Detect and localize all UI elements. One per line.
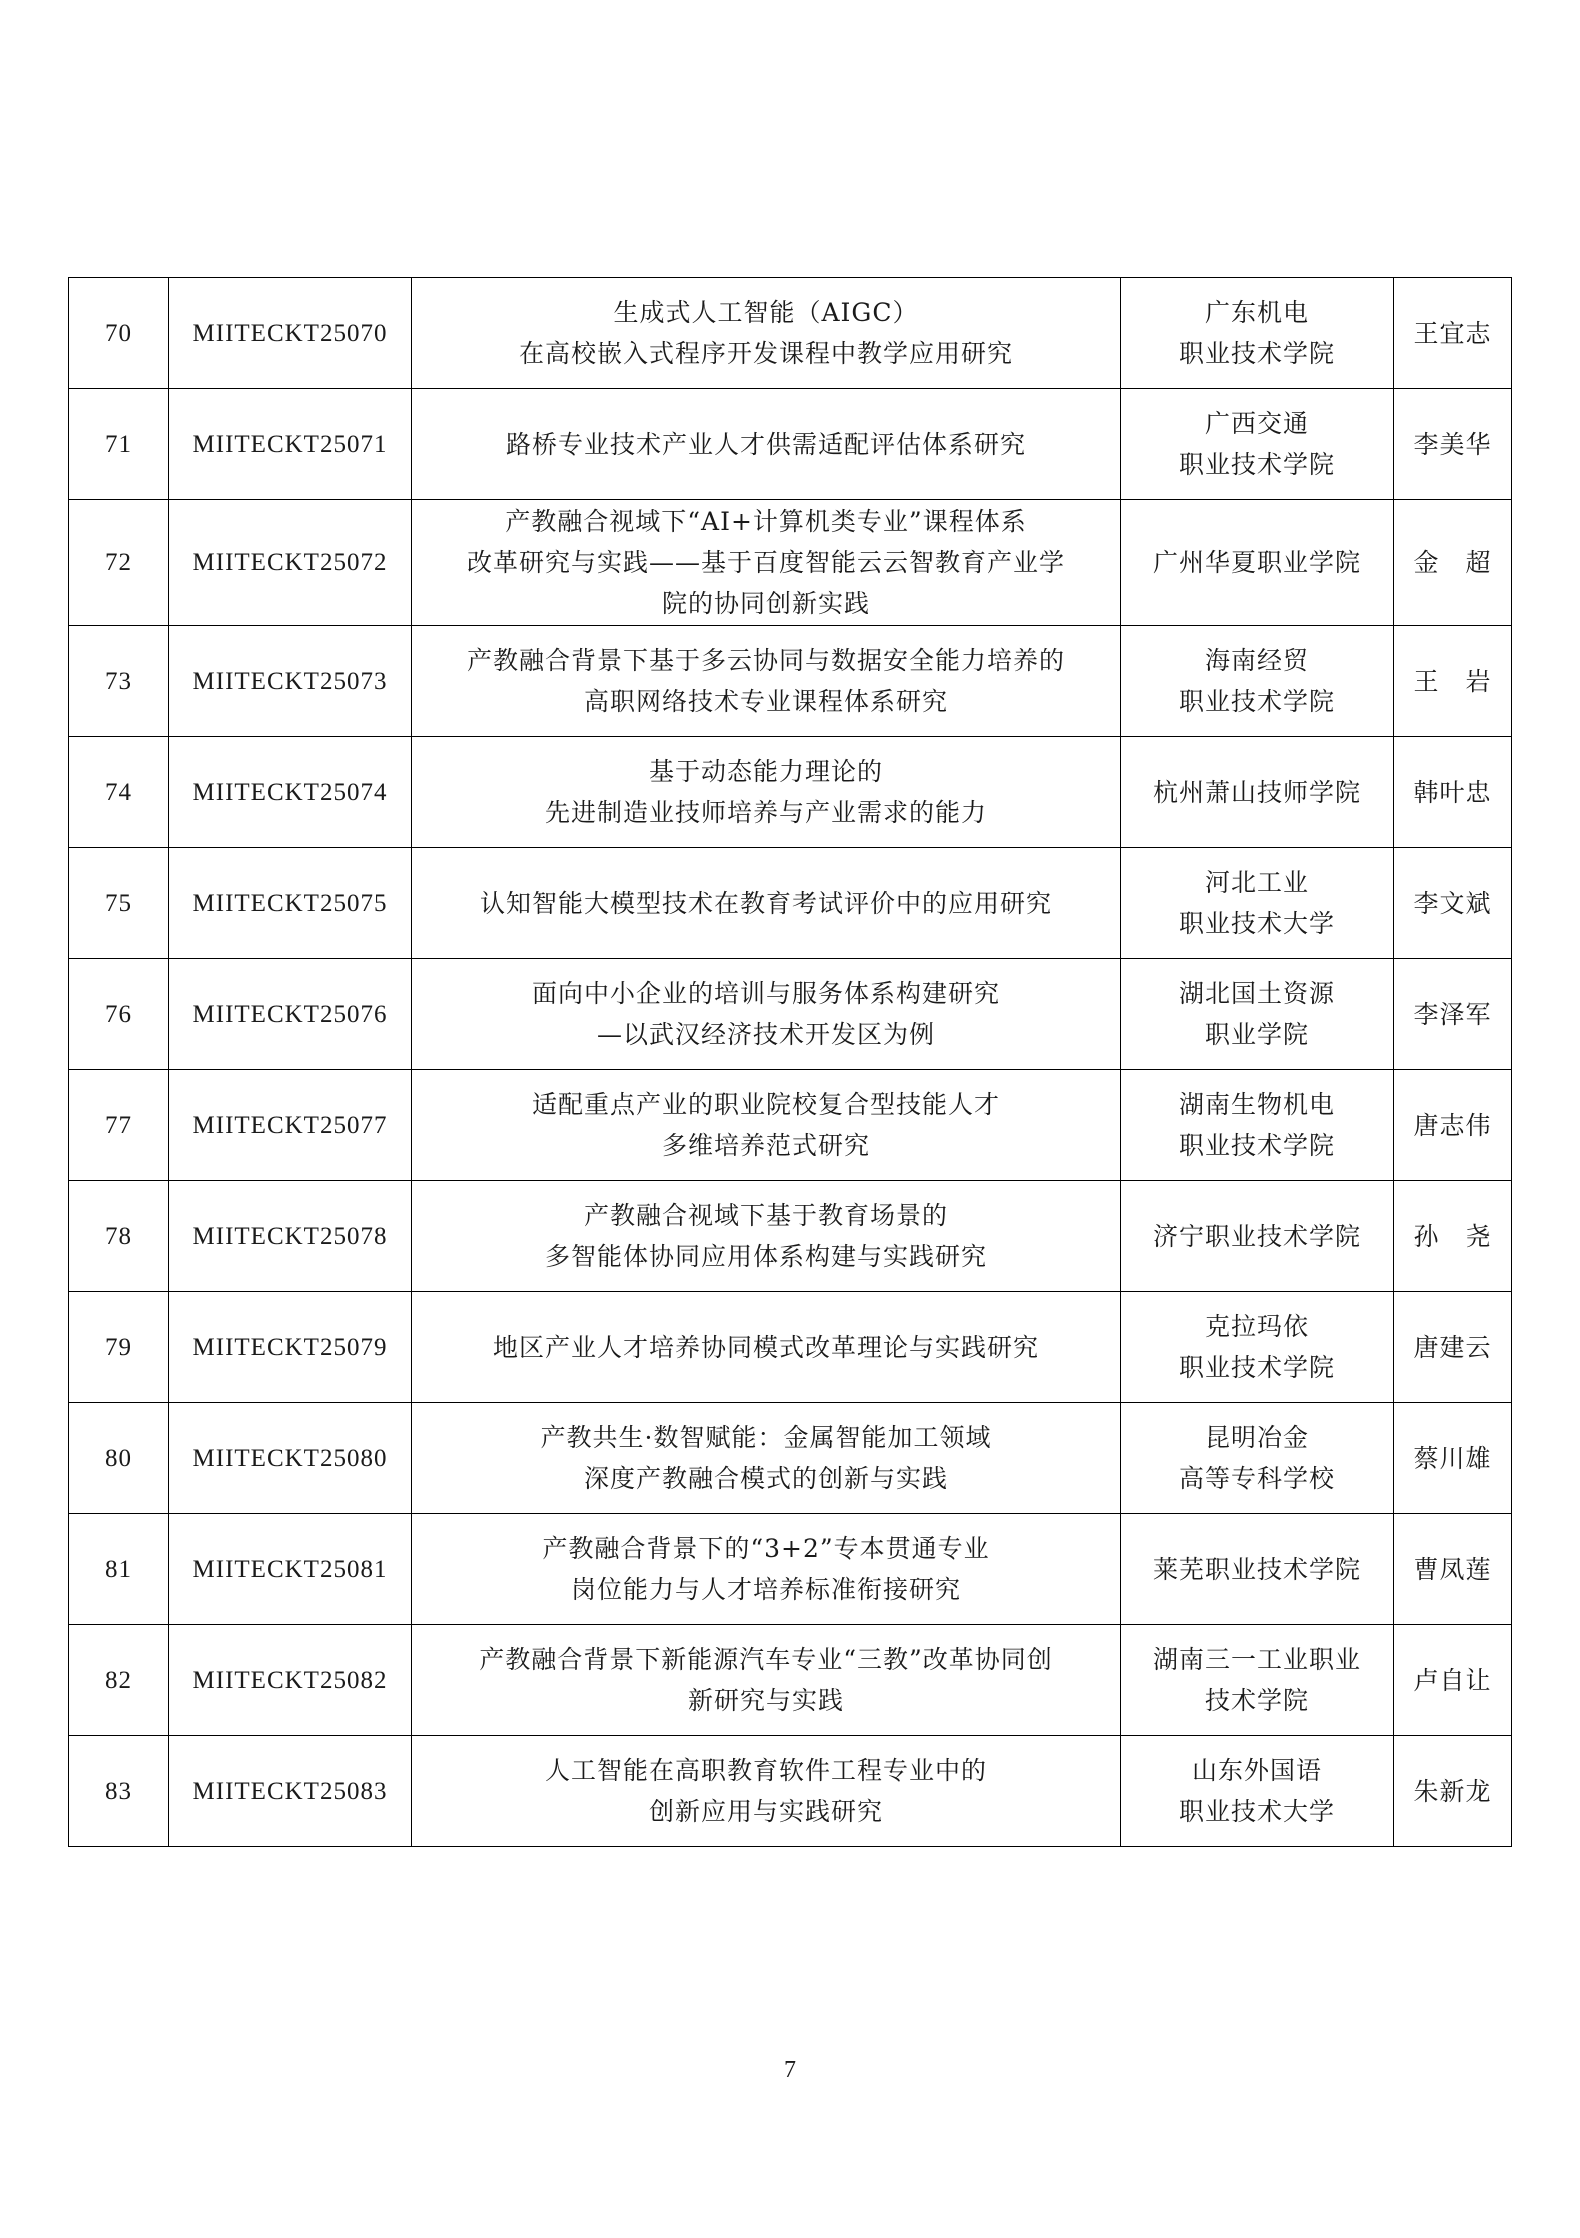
institution-line: 技术学院 (1204, 1686, 1309, 1715)
project-title-line: 认知智能大模型技术在教育考试评价中的应用研究 (479, 888, 1052, 918)
project-leader: 王宜志 (1394, 278, 1512, 389)
project-leader: 韩叶忠 (1394, 737, 1512, 848)
project-title-line: 适配重点产业的职业院校复合型技能人才 (531, 1090, 1000, 1119)
project-title-line: 人工智能在高职教育软件工程专业中的 (544, 1756, 987, 1785)
row-number: 79 (69, 1292, 169, 1403)
project-leader: 朱新龙 (1394, 1736, 1512, 1847)
project-leader: 李泽军 (1394, 959, 1512, 1070)
institution-line: 职业技术学院 (1178, 450, 1335, 479)
institution-line: 职业技术大学 (1178, 909, 1335, 938)
project-code: MIITECKT25076 (169, 959, 412, 1070)
institution-line: 济宁职业技术学院 (1152, 1221, 1361, 1251)
project-title (412, 1070, 1121, 1181)
project-title-line: 高职网络技术专业课程体系研究 (583, 687, 948, 716)
row-number: 80 (69, 1403, 169, 1514)
project-leader: 王 岩 (1394, 626, 1512, 737)
row-number: 74 (69, 737, 169, 848)
project-title-line: 多维培养范式研究 (661, 1131, 870, 1160)
row-number: 83 (69, 1736, 169, 1847)
project-title (412, 389, 1121, 500)
project-code: MIITECKT25081 (169, 1514, 412, 1625)
institution (1121, 848, 1394, 959)
institution (1121, 278, 1394, 389)
project-title (412, 1625, 1121, 1736)
project-title-line: 产教融合背景下的“3+2”专本贯通专业 (542, 1534, 990, 1563)
project-title (412, 959, 1121, 1070)
table-row (69, 959, 1512, 1070)
institution-line: 职业技术学院 (1178, 687, 1335, 716)
project-title (412, 1736, 1121, 1847)
table-row (69, 500, 1512, 626)
project-code: MIITECKT25071 (169, 389, 412, 500)
table-row (69, 278, 1512, 389)
project-title (412, 737, 1121, 848)
project-title (412, 278, 1121, 389)
institution-line: 昆明冶金 (1204, 1423, 1309, 1452)
project-title-line: 院的协同创新实践 (661, 589, 870, 618)
project-title-line: 产教融合视域下“AI+计算机类专业”课程体系 (505, 507, 1027, 536)
project-title-line: 基于动态能力理论的 (648, 757, 883, 786)
project-title-line: 改革研究与实践——基于百度智能云云智教育产业学 (466, 548, 1065, 577)
institution (1121, 1181, 1394, 1292)
institution (1121, 1403, 1394, 1514)
institution-line: 职业技术学院 (1178, 339, 1335, 368)
institution-line: 湖北国土资源 (1178, 979, 1335, 1008)
project-leader: 卢自让 (1394, 1625, 1512, 1736)
project-title-line: 先进制造业技师培养与产业需求的能力 (544, 798, 987, 827)
project-code: MIITECKT25074 (169, 737, 412, 848)
project-title (412, 1514, 1121, 1625)
institution-line: 杭州萧山技师学院 (1152, 777, 1361, 807)
project-title-line: 路桥专业技术产业人才供需适配评估体系研究 (505, 429, 1026, 459)
project-leader: 唐志伟 (1394, 1070, 1512, 1181)
project-leader: 蔡川雄 (1394, 1403, 1512, 1514)
table-row (69, 1070, 1512, 1181)
project-title (412, 1403, 1121, 1514)
institution (1121, 1736, 1394, 1847)
project-title (412, 848, 1121, 959)
table-row (69, 1181, 1512, 1292)
project-code: MIITECKT25082 (169, 1625, 412, 1736)
project-leader: 唐建云 (1394, 1292, 1512, 1403)
project-title-line: 深度产教融合模式的创新与实践 (583, 1464, 948, 1493)
project-code: MIITECKT25073 (169, 626, 412, 737)
table-row (69, 389, 1512, 500)
project-code: MIITECKT25072 (169, 500, 412, 626)
row-number: 82 (69, 1625, 169, 1736)
project-leader: 孙 尧 (1394, 1181, 1512, 1292)
institution-line: 广西交通 (1204, 409, 1309, 438)
project-title (412, 1292, 1121, 1403)
institution (1121, 500, 1394, 626)
row-number: 70 (69, 278, 169, 389)
project-title (412, 500, 1121, 626)
row-number: 75 (69, 848, 169, 959)
project-title-line: 产教融合视域下基于教育场景的 (583, 1201, 948, 1230)
table-row (69, 848, 1512, 959)
table-body (69, 278, 1512, 1847)
institution (1121, 626, 1394, 737)
row-number: 72 (69, 500, 169, 626)
table-row (69, 1292, 1512, 1403)
project-title-line: 产教融合背景下新能源汽车专业“三教”改革协同创 (479, 1645, 1053, 1674)
institution (1121, 737, 1394, 848)
institution-line: 职业技术学院 (1178, 1353, 1335, 1382)
project-code: MIITECKT25075 (169, 848, 412, 959)
institution-line: 河北工业 (1204, 868, 1309, 897)
project-leader: 金 超 (1394, 500, 1512, 626)
institution-line: 职业技术大学 (1178, 1797, 1335, 1826)
project-title-line: 在高校嵌入式程序开发课程中教学应用研究 (518, 339, 1013, 368)
project-code: MIITECKT25070 (169, 278, 412, 389)
row-number: 76 (69, 959, 169, 1070)
project-leader: 曹凤莲 (1394, 1514, 1512, 1625)
project-title-line: 新研究与实践 (687, 1686, 844, 1715)
table-row (69, 737, 1512, 848)
project-title-line: —以武汉经济技术开发区为例 (596, 1020, 935, 1049)
row-number: 71 (69, 389, 169, 500)
project-leader: 李文斌 (1394, 848, 1512, 959)
institution-line: 克拉玛依 (1204, 1312, 1309, 1341)
project-title-line: 地区产业人才培养协同模式改革理论与实践研究 (492, 1332, 1039, 1362)
project-title-line: 面向中小企业的培训与服务体系构建研究 (531, 979, 1000, 1008)
institution-line: 高等专科学校 (1178, 1464, 1335, 1493)
project-leader: 李美华 (1394, 389, 1512, 500)
row-number: 77 (69, 1070, 169, 1181)
institution-line: 山东外国语 (1191, 1756, 1322, 1785)
project-table (68, 277, 1512, 1847)
table-row (69, 1514, 1512, 1625)
institution (1121, 959, 1394, 1070)
project-title (412, 626, 1121, 737)
institution (1121, 1292, 1394, 1403)
table-row (69, 1625, 1512, 1736)
project-title-line: 创新应用与实践研究 (648, 1797, 883, 1826)
project-title (412, 1181, 1121, 1292)
project-code: MIITECKT25078 (169, 1181, 412, 1292)
page-number: 7 (784, 2057, 796, 2083)
project-title-line: 多智能体协同应用体系构建与实践研究 (544, 1242, 987, 1271)
project-title-line: 产教共生·数智赋能：金属智能加工领域 (540, 1423, 992, 1452)
row-number: 81 (69, 1514, 169, 1625)
institution-line: 广州华夏职业学院 (1152, 548, 1361, 577)
institution-line: 湖南生物机电 (1178, 1090, 1335, 1119)
project-title-line: 产教融合背景下基于多云协同与数据安全能力培养的 (466, 646, 1065, 675)
row-number: 73 (69, 626, 169, 737)
institution (1121, 1070, 1394, 1181)
institution-line: 海南经贸 (1204, 646, 1309, 675)
institution-line: 湖南三一工业职业 (1152, 1645, 1361, 1674)
project-code: MIITECKT25083 (169, 1736, 412, 1847)
institution (1121, 1514, 1394, 1625)
project-title-line: 岗位能力与人才培养标准衔接研究 (570, 1575, 961, 1604)
project-code: MIITECKT25079 (169, 1292, 412, 1403)
institution-line: 莱芜职业技术学院 (1152, 1554, 1361, 1584)
table-row (69, 1403, 1512, 1514)
project-code: MIITECKT25080 (169, 1403, 412, 1514)
institution (1121, 1625, 1394, 1736)
row-number: 78 (69, 1181, 169, 1292)
table-row (69, 626, 1512, 737)
institution-line: 职业技术学院 (1178, 1131, 1335, 1160)
project-title-line: 生成式人工智能（AIGC） (613, 298, 919, 327)
institution-line: 职业学院 (1204, 1020, 1309, 1049)
table-row (69, 1736, 1512, 1847)
project-code: MIITECKT25077 (169, 1070, 412, 1181)
institution (1121, 389, 1394, 500)
institution-line: 广东机电 (1204, 298, 1309, 327)
